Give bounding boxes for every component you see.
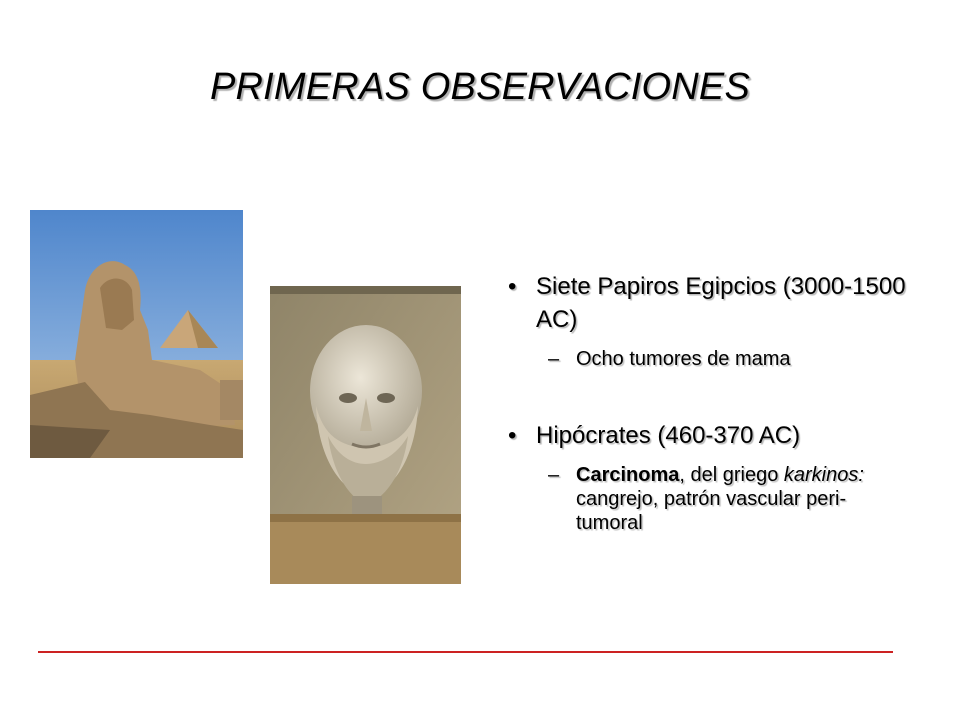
bullet-marker: • [508, 422, 517, 449]
sub-bullet [508, 347, 908, 371]
footer-divider [38, 651, 893, 653]
bullet-main-text [508, 419, 908, 452]
sub-bullet-bold: Carcinoma [576, 464, 680, 486]
list-item [508, 419, 908, 535]
slide-title: PRIMERAS OBSERVACIONES [209, 66, 751, 108]
bust-image [270, 286, 461, 584]
hippocrates-bust-photo [270, 286, 461, 584]
list-item [508, 270, 908, 371]
bullet-text: Hipócrates (460-370 AC) [536, 422, 801, 449]
sub-bullet-text: Ocho tumores de mama [576, 348, 791, 370]
sub-bullet-marker: – [548, 464, 560, 486]
bullet-main-text [508, 270, 908, 336]
sub-bullet-italic: karkinos: [783, 464, 864, 486]
sub-bullet [508, 463, 908, 535]
sphinx-image [30, 210, 243, 458]
sub-bullet-text-1: , del griego [679, 464, 784, 486]
sphinx-photo [30, 210, 243, 458]
bullet-marker: • [508, 273, 517, 300]
sub-bullet-marker: – [548, 348, 560, 370]
bullet-text: Siete Papiros Egipcios (3000-1500 AC) [536, 273, 906, 333]
sub-bullet-text-2: cangrejo, patrón vascular peri-tumoral [576, 488, 847, 534]
bullet-list [508, 270, 908, 535]
